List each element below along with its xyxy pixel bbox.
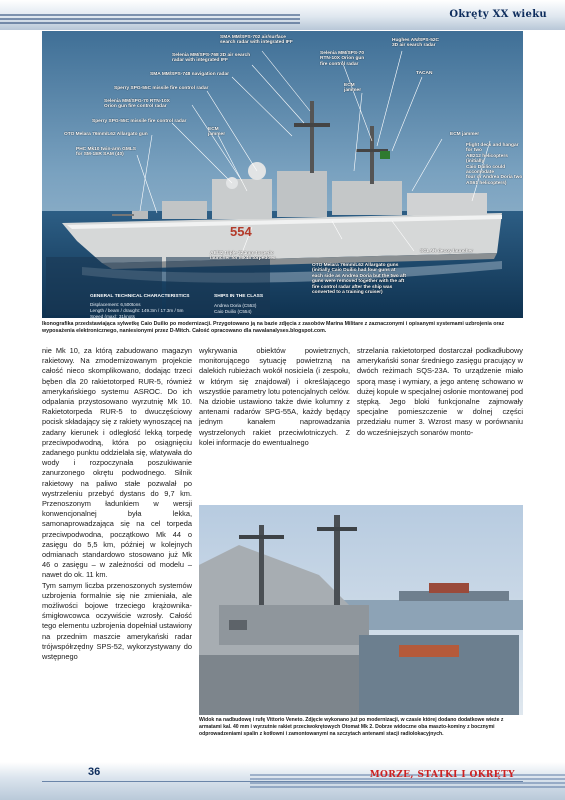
infographic-label: TACAN — [416, 71, 433, 76]
hull-number: 554 — [230, 224, 252, 239]
infographic-label: Sperry SPG-55C missile fire control radar — [92, 119, 187, 124]
ships-in-class: Andrea Doria (C553) Caio Duilio (C554) — [214, 303, 257, 314]
article-column-1: nie Mk 10, za którą zabudowano magazyn rakietowy. Na zmodernizowanym projekcie całość nieco skomplikowano, dodając trzeci bęben dla 20 rakietotorped RUR-5, również amerykańskiego systemu ASROC. Do ich odpalania przystosowano wyrzutnię Mk 10. Rakietotorpeda RUR-5 to dwuczęściowy pocisk składający się z rakiety wynoszącej na zadany kierunek i odległość lekką torpedę przeciwpodwodną, która po osiągnięciu zadanego punktu oddzielała się, wlatywała do wody i rozpoczynała poszukiwanie zanurzonego okrętu podwodnego. Silnik rakietowy na paliwo stałe pozwalał po wystrzeleniu przebyć dystans do 9,7 km. Przenoszonym ładunkiem w wersji konwencjonalnej była lekka, samonaprowadzająca się na cel torpeda przeciwpodwodna, początkowo Mk 44 o zasięgu do 5,5 km, później w kolejnych odmianach standardowo stosowano już Mk 46 o zasięgu – w zależności od modelu – nawet do ok. 11 km. Tym samym liczba przenoszonych systemów uzbrojenia formalnie się nie zmieniała, ale możliwości bojowe trzeciego krążownika-śmigłowcowca oczywiście wzrosły. Całość tego elementu uzbrojenia dopełniał ustawiony na przednim maszcie amerykański radar trójwspółrzędny SPS-52, wykorzystywany do wstępnego — [42, 346, 192, 662]
infographic-label: SMA MM/SPS-702 air/surface search radar with integrated IFF — [220, 35, 293, 46]
infographic-label: OTO Melara 76mm/L62 Allargato gun — [64, 132, 148, 137]
infographic-label: SCLAR decoy launcher — [420, 249, 474, 254]
infographic-label: Sperry SPG-55C missile fire control radar — [114, 86, 209, 91]
footer-divider — [42, 781, 523, 782]
cruiser-photo-image — [199, 505, 523, 715]
infographic-label: Selenia MM/SPS-768 2D air search radar with integrated IFF — [172, 53, 251, 64]
infographic-label: AB/32 triple 324mm torpedo launcher for Mk46 torpedoes — [210, 251, 276, 262]
infographic-label: SMA MM/SPS-748 navigation radar — [150, 72, 229, 77]
class-title: SHIPS IN THE CLASS — [214, 294, 264, 299]
section-title: Okręty XX wieku — [449, 9, 547, 20]
magazine-title: MORZE, STATKI I OKRĘTY — [369, 770, 515, 780]
article-column-2: wykrywania obiektów powietrznych, monitorującego sytuację powietrzną na dalekich rubieżach wokół nosiciela (i zespołu, w którym się znajdował) i określającego wszystkie parametry lotu potencjalnych celów. Na dziobie ustawiono także dwie kolumny z antenami radarów SPG-55A, każdy będący jednym kanałem naprowadzania wystrzelonych rakiet przeciwlotniczych. Z kolei informacje do ewentualnego — [199, 346, 350, 447]
ship-infographic — [42, 31, 523, 318]
ship-infographic-image — [42, 31, 523, 318]
infographic-label: OTO Melara 76mm/L62 Allargato guns (initially Caio Duilio had four guns at each side as Andrea Doria but the two aft guns were removed together with the aft fire control radar after the ship was converted to a training cruiser) — [312, 263, 406, 296]
infographic-label: Selenia MM/SPG-70 RTN-10X Orion gun fire control radar — [104, 99, 170, 110]
header-stripes — [0, 14, 300, 24]
tech-characteristics: Displacement: 6,500tons Length / beam / draught: 149.3m / 17.3m / 5m Speed (max): 31knots — [90, 302, 184, 318]
cruiser-photo — [199, 505, 523, 715]
infographic-label: Hughes AN/SPS-52C 3D air search radar — [392, 38, 440, 49]
infographic-label: ECM jammer — [208, 127, 226, 138]
article-column-3: strzelania rakietotorped dostarczał podkadłubowy amerykański sonar średniego zasięgu pracujący w dwóch reżimach SQS-23A. To urządzenie miało sporą masę i wymiary, a jego antenę schowano w dużej kopule w specjalnej osłonie montowanej pod stępką. Jego bloki funkcjonalne zajmowały specjalne pomieszczenie w dolnej części przedziału numer 3. Wzrost masy w porównaniu do wcześniejszych sonarów monto- — [357, 346, 523, 437]
photo-caption: Widok na nadbudowę i rufę Vittorio Veneto. Zdjęcie wykonano już po modernizacji, w czasie której dodano dodatkowe wieże z armatami kal. 40 mm i wyrzutnie rakiet przeciwokrętowych Otomat Mk 2. Dobrze widoczne oba maszto-kominy z bocznymi odprowadzeniami spalin z kotłowni i zamontowanymi na szczytach antenami stacji radiolokacyjnych. — [199, 717, 504, 737]
infographic-label: Selenia MM/SPS-70 RTN-10X Orion gun fire control radar — [320, 51, 365, 67]
infographic-label: PHC Mk10 twin-arm GMLS for SM-1ER SAM (40) — [76, 147, 136, 158]
tech-title: GENERAL TECHNICAL CHARACTERISTICS — [90, 294, 190, 299]
infographic-label: ECM jammer — [450, 132, 480, 137]
infographic-caption: Ikonografika przedstawiająca sylwetkę Caio Duilio po modernizacji. Przygotowano ją na bazie zdjęcia z zasobów Marina Militare z zaznaczonymi i opisanymi systemami uzbrojenia oraz wyposażenia elektronicznego, naniesionymi przez D-Mitch. Całość opracowano dla navalanalyses.blogspot.com. — [42, 321, 505, 335]
infographic-label: Flight deck and hangar for two AB212 helicopters (initially Caio Duilio could accomodate four or Andrea Doria two AS61 helicopters) — [466, 143, 523, 186]
infographic-label: ECM jammer — [344, 83, 362, 94]
page-number: 36 — [88, 766, 101, 778]
